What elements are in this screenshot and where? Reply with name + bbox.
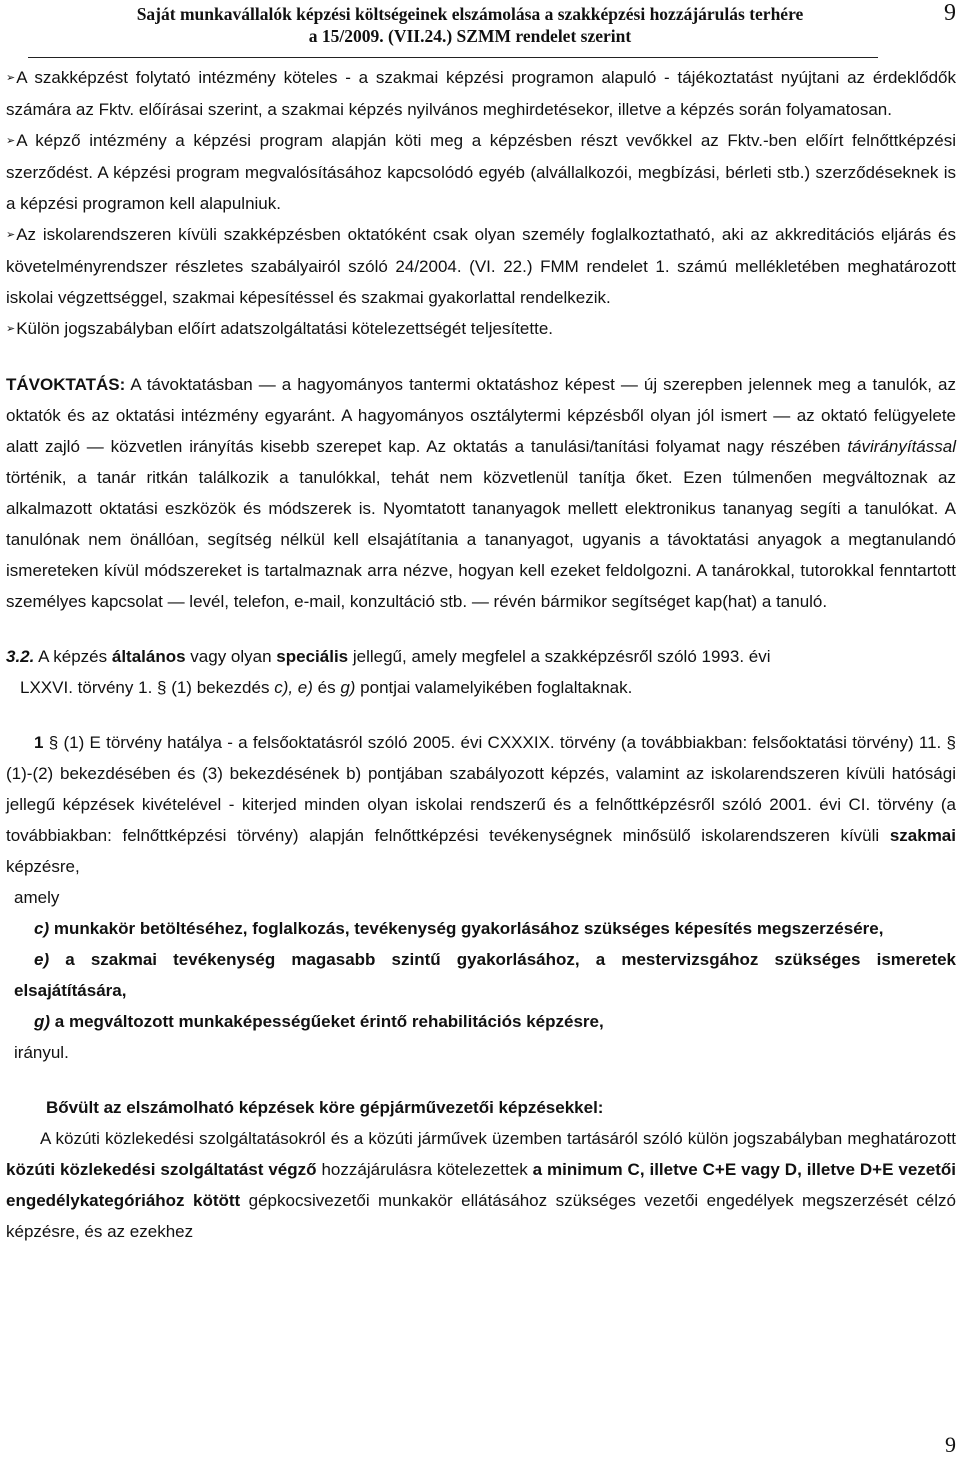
bullet-3: ➢Az iskolarendszeren kívüli szakképzésben oktatóként csak olyan személy foglalkoztatható, aki az akkreditációs eljárás és követelményrendszer részletes szabályairól szóló 24/2004. (VI. 22.) FMM rendelet 1. számú mellékletében meghatározott iskolai végzettséggel, szakmai képesítéssel és szakmai gyakorlattal rendelkezik. — [6, 225, 956, 307]
document-body — [6, 62, 956, 1247]
header-title-line1: Saját munkavállalók képzési költségeinek elszámolása a szakképzési hozzájárulás terhére — [136, 4, 804, 24]
section-number: 3.2. — [6, 647, 35, 666]
bullet-4: ➢Külön jogszabályban előírt adatszolgáltatási kötelezettségét teljesítette. — [6, 319, 553, 338]
header-title-line2: a 15/2009. (VII.24.) SZMM rendelet szerint — [308, 26, 632, 46]
arrow-bullet-icon: ➢ — [6, 229, 16, 241]
section-3-2-line2: LXXVI. törvény 1. § (1) bekezdés c), e) és g) pontjai valamelyikében foglaltaknak. — [20, 678, 633, 697]
distance-learning-paragraph: TÁVOKTATÁS: A távoktatásban — a hagyományos tantermi oktatáshoz képest — új szerepben jelennek meg a tanulók, az oktatók és az oktatási intézmény egyaránt. A hagyományos osztálytermi képzésből olyan jól ismert — az oktató felügyelete alatt zajló — közvetlen irányítás kisebb szerepet kap. Az oktatás a tanulási/tanítási folyamat nagy részében távirányítással történik, a tanár ritkán találkozik a tanulókkal, tehát nem közvetlenül tanítja őket. Ezen túlmenően megváltoznak az alkalmazott oktatási eszközök és módszerek is. Nyomtatott tananyagok mellett elektronikus tananyag segíti a tanulókat. A tanulónak nem önállóan, segítség nélkül kell elsajátítania a tananyagot, ugyanis a távoktatási anyagok a megtanulandó ismereteken kívül módszereket is tartalmaznak arra nézve, hogyan kell ezeket feldolgozni. A tanárokkal, tutorokkal fenntartott személyes kapcsolat — levél, telefon, e-mail, konzultáció stb. — révén bármikor segítséget kap(hat) a tanuló. — [6, 375, 956, 611]
footnote-end: irányul. — [14, 1043, 69, 1062]
driving-paragraph: A közúti közlekedési szolgáltatásokról és a közúti járművek üzemben tartásáról szóló külön jogszabályban meghatározott közúti közlekedési szolgáltatást végző hozzájárulásra kötelezettek a minimum C, illetve C+E vagy D, illetve D+E vezetői engedélykategóriához kötött gépkocsivezetői munkakör ellátásához szükséges vezetői engedélyek megszerzését célzó képzésre, és az ezekhez — [6, 1129, 956, 1241]
footnote-item-g: g) a megváltozott munkaképességűeket érintő rehabilitációs képzésre, — [34, 1012, 604, 1031]
footer-page-number: 9 — [945, 1432, 956, 1457]
header-rule — [28, 57, 878, 58]
footnote-amely: amely — [14, 888, 60, 907]
section-3-2: 3.2. A képzés általános vagy olyan speciális jellegű, amely megfelel a szakképzésről szóló 1993. évi — [6, 647, 771, 666]
driving-heading: Bővült az elszámolható képzések köre gépjárművezetői képzésekkel: — [46, 1098, 604, 1117]
header-page-number: 9 — [944, 0, 956, 26]
arrow-bullet-icon: ➢ — [6, 72, 16, 84]
arrow-bullet-icon: ➢ — [6, 135, 16, 147]
bullet-1: ➢A szakképzést folytató intézmény köteles - a szakmai képzési programon alapuló - tájékoztatást nyújtani az érdeklődők számára az Fktv. előírásai szerint, a szakmai képzés nyilvános meghirdetésekor, illetve a képzés során folyamatosan. — [6, 68, 956, 119]
footnote-item-c: c) munkakör betöltéséhez, foglalkozás, tevékenység gyakorlásához szükséges képesítés megszerzésére, — [34, 919, 884, 938]
footnote-number: 1 — [34, 733, 44, 752]
arrow-bullet-icon: ➢ — [6, 323, 16, 335]
distance-learning-label: TÁVOKTATÁS: — [6, 375, 126, 394]
bullet-2: ➢A képző intézmény a képzési program alapján köti meg a képzésben részt vevőkkel az Fktv.-ben előírt felnőttképzési szerződést. A képzési program megvalósításához kapcsolódó egyéb (alvállalkozói, megbízási, bérleti stb.) szerződéseknek is a képzési programon kell alapulniuk. — [6, 131, 956, 213]
page-header — [0, 0, 960, 58]
footnote-block — [6, 727, 956, 1068]
footnote-main: 1 § (1) E törvény hatálya - a felsőoktatásról szóló 2005. évi CXXXIX. törvény (a továbbiakban: felsőoktatási törvény) 11. § (1)-(2) bekezdésében és (3) bekezdésének b) pontjában szabályozott képzés, valamint az iskolarendszeren kívüli hatósági jellegű képzések kivételével - kiterjed minden olyan iskolai rendszerű és a felnőttképzésről szóló 2001. évi CI. törvény (a továbbiakban: felnőttképzési törvény) alapján felnőttképzési tevékenységnek minősülő iskolarendszeren kívüli szakmai képzésre, — [6, 733, 956, 876]
footnote-item-e: e) a szakmai tevékenység magasabb szintű gyakorlásához, a mestervizsgához szükséges ismeretek elsajátítására, — [14, 950, 956, 1000]
